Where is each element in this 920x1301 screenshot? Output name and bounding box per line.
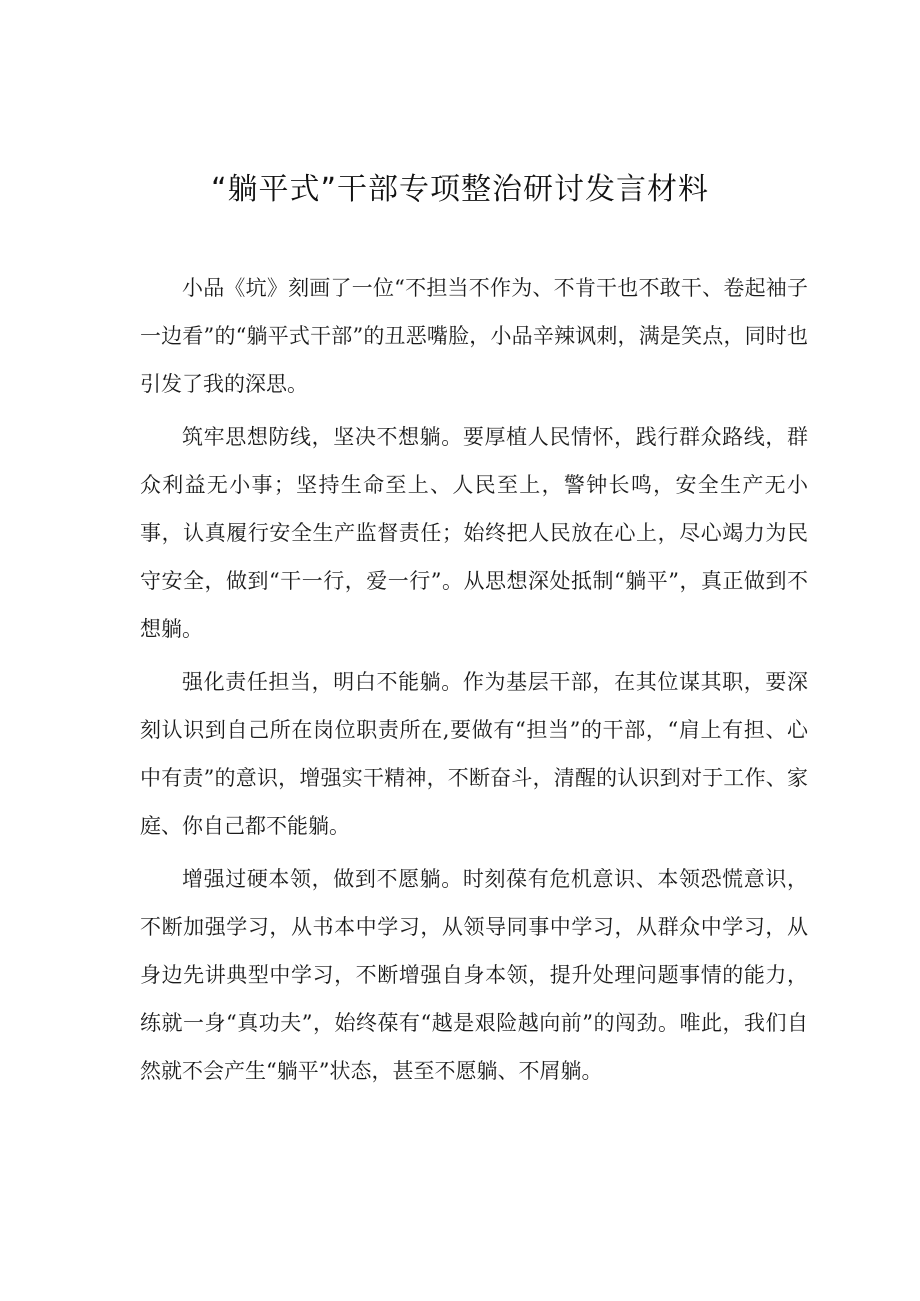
paragraph-cannot-lie-flat: 强化责任担当，明白不能躺。作为基层干部，在其位谋其职，要深刻认识到自己所在岗位职责所在,要做有“担当”的干部，“肩上有担、心中有责”的意识，增强实干精神，不断奋斗，清醒的认识到对于工作、家庭、你自己都不能躺。 <box>140 670 808 838</box>
paragraph-intro: 小品《坑》刻画了一位“不担当不作为、不肯干也不敢干、卷起袖子一边看”的“躺平式干部”的丑恶嘴脸，小品辛辣讽刺，满是笑点，同时也引发了我的深思。 <box>140 276 808 396</box>
document-title: “躺平式”干部专项整治研讨发言材料 <box>210 172 710 207</box>
paragraph-not-want-to-lie-flat: 筑牢思想防线，坚决不想躺。要厚植人民情怀，践行群众路线，群众利益无小事；坚持生命至上、人民至上，警钟长鸣，安全生产无小事，认真履行安全生产监督责任；始终把人民放在心上，尽心竭力为民守安全，做到“干一行，爱一行”。从思想深处抵制“躺平”，真正做到不想躺。 <box>140 425 808 641</box>
paragraph-unwilling-to-lie-flat: 增强过硬本领，做到不愿躺。时刻葆有危机意识、本领恐慌意识，不断加强学习，从书本中学习，从领导同事中学习，从群众中学习，从身边先讲典型中学习，不断增强自身本领，提升处理问题事情的能力，练就一身“真功夫”，始终葆有“越是艰险越向前”的闯劲。唯此，我们自然就不会产生“躺平”状态，甚至不愿躺、不屑躺。 <box>140 867 808 1083</box>
document-body <box>140 264 808 1100</box>
